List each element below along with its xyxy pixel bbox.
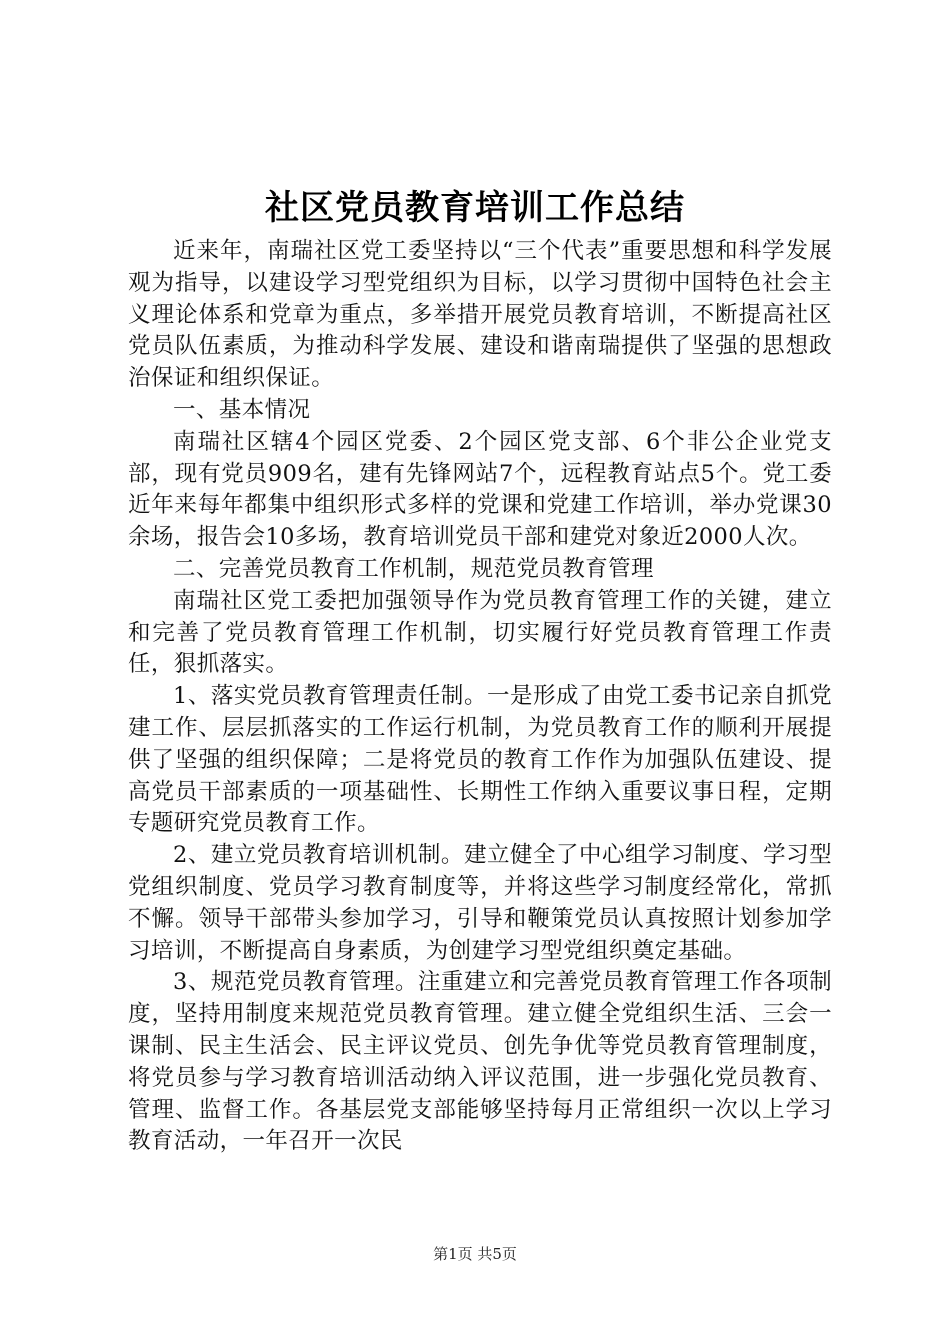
- page-number-footer: 第1页 共5页: [433, 1245, 517, 1263]
- paragraph-mechanism: 南瑞社区党工委把加强领导作为党员教育管理工作的关键，建立和完善了党员教育管理工作机制，切实履行好党员教育管理工作责任，狠抓落实。: [128, 587, 832, 678]
- document-body: [128, 236, 832, 1158]
- paragraph-basic-situation: 南瑞社区辖4个园区党委、2个园区党支部、6个非公企业党支部，现有党员909名，建有先锋网站7个，远程教育站点5个。党工委近年来每年都集中组织形式多样的党课和党建工作培训，举办党课30余场，报告会10多场，教育培训党员干部和建党对象近2000人次。: [128, 428, 832, 551]
- paragraph-item-3: 3、规范党员教育管理。注重建立和完善党员教育管理工作各项制度，坚持用制度来规范党员教育管理。建立健全党组织生活、三会一课制、民主生活会、民主评议党员、创先争优等党员教育管理制度，将党员参与学习教育培训活动纳入评议范围，进一步强化党员教育、管理、监督工作。各基层党支部能够坚持每月正常组织一次以上学习教育活动，一年召开一次民: [128, 969, 832, 1155]
- paragraph-intro: 近来年，南瑞社区党工委坚持以“三个代表”重要思想和科学发展观为指导，以建设学习型党组织为目标，以学习贯彻中国特色社会主义理论体系和党章为重点，多举措开展党员教育培训，不断提高社区党员队伍素质，为推动科学发展、建设和谐南瑞提供了坚强的思想政治保证和组织保证。: [128, 238, 832, 392]
- section-heading-mechanism: 二、完善党员教育工作机制，规范党员教育管理: [173, 555, 654, 582]
- paragraph-item-1: 1、落实党员教育管理责任制。一是形成了由党工委书记亲自抓党建工作、层层抓落实的工作运行机制，为党员教育工作的顺利开展提供了坚强的组织保障；二是将党员的教育工作作为加强队伍建设、提高党员干部素质的一项基础性、长期性工作纳入重要议事日程，定期专题研究党员教育工作。: [128, 683, 832, 837]
- section-heading-basic-situation: 一、基本情况: [173, 396, 311, 423]
- paragraph-item-2: 2、建立党员教育培训机制。建立健全了中心组学习制度、学习型党组织制度、党员学习教育制度等，并将这些学习制度经常化，常抓不懈。领导干部带头参加学习，引导和鞭策党员认真按照计划参加学习培训，不断提高自身素质，为创建学习型党组织奠定基础。: [128, 842, 832, 964]
- document-title: 社区党员教育培训工作总结: [265, 188, 685, 228]
